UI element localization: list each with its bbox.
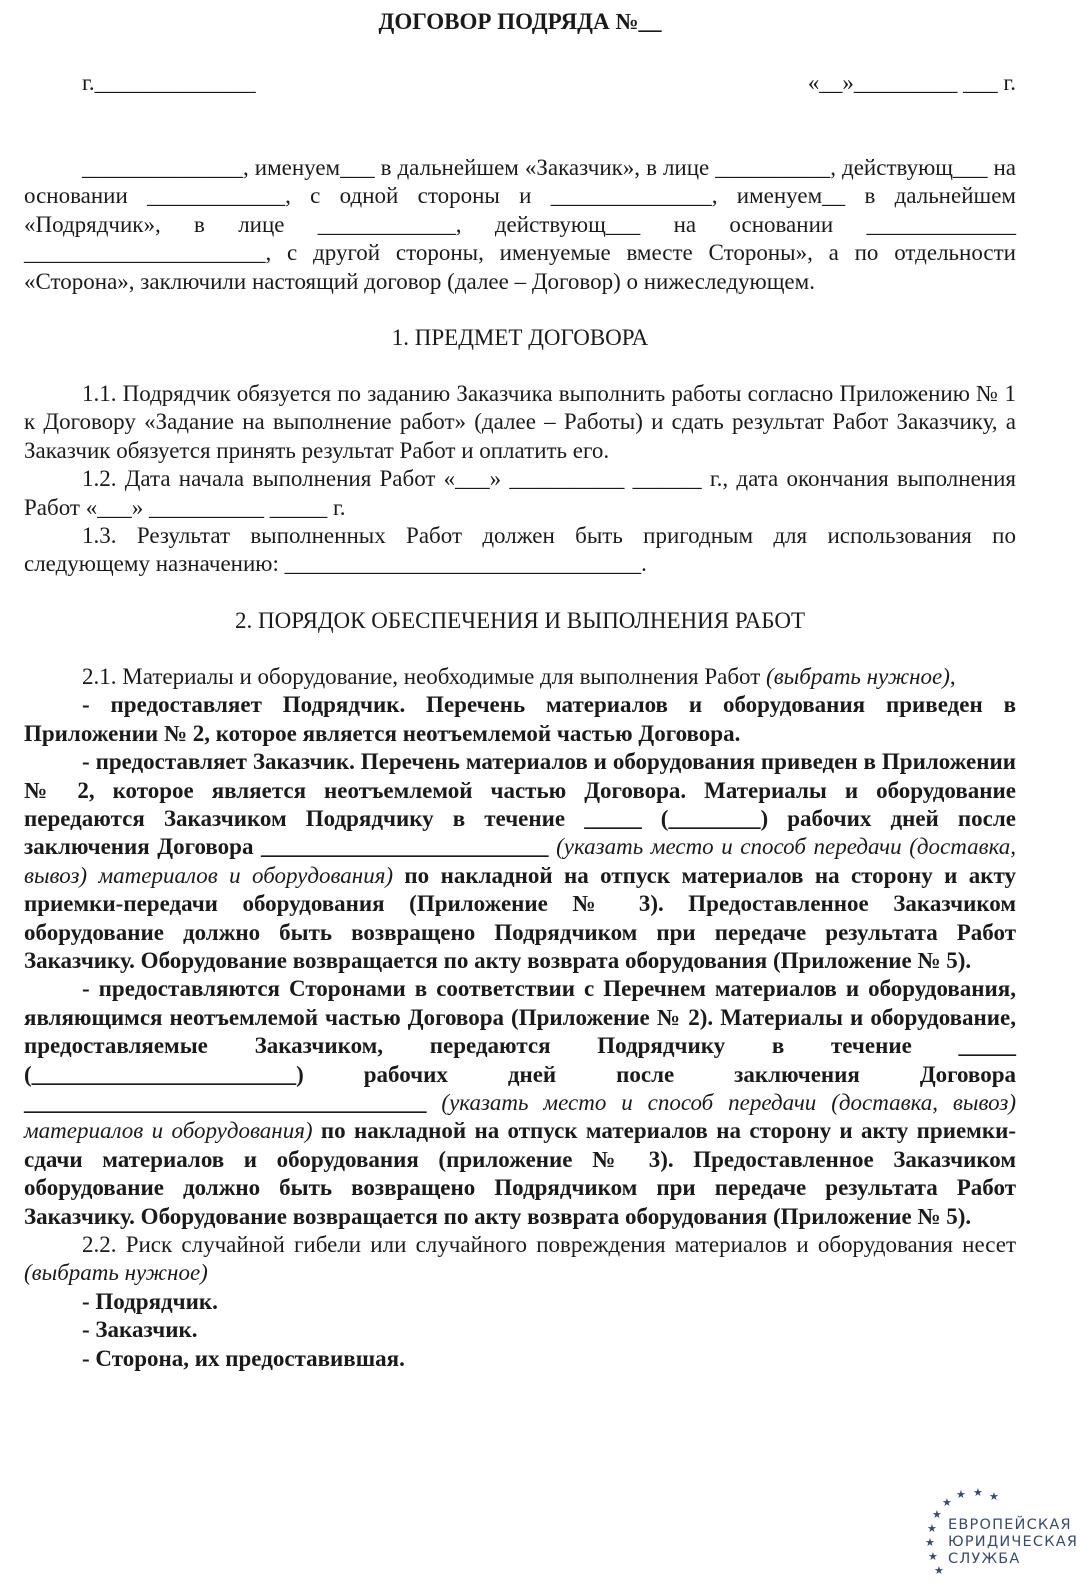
svg-text:★: ★	[925, 1536, 935, 1549]
clause-2-2	[24, 1231, 1016, 1288]
place-date-row	[24, 70, 1016, 100]
option-parties-text-a: - предоставляются Сторонами в соответствии с Перечнем материалов и оборудования, являющимся неотъемлемой частью Договора (Приложение № 2). Материалы и оборудование, предоставляемые Заказчиком, передаются Подрядчику в течение _____ (_______________________) рабочих дней после заключения Договора ___________________________________	[24, 976, 1016, 1115]
place-field: г.______________	[82, 70, 256, 95]
clause-2-1-note: (выбрать нужное)	[766, 663, 950, 689]
option-parties	[24, 975, 1016, 1231]
document-title: ДОГОВОР ПОДРЯДА №__	[378, 9, 662, 34]
risk-option-provider: - Сторона, их предоставившая.	[82, 1345, 405, 1371]
option-customer-text-b: по накладной на отпуск материалов на сторону и акту приемки-передачи оборудования (Приложение № 3). Предоставленное Заказчиком оборудование должно быть возвращено Подрядчиком при передаче результата Работ Заказчику. Оборудование возвращается по акту возврата оборудования (Приложение № 5).	[24, 862, 1016, 973]
option-customer-note: (указать место и способ передачи (доставка, вывоз) материалов и оборудования)	[24, 834, 1017, 888]
svg-text:★: ★	[942, 1496, 952, 1509]
clause-1-3: 1.3. Результат выполненных Работ должен быть пригодным для использования по следующему назначению: _______________________________.	[24, 523, 1016, 577]
svg-text:★: ★	[928, 1550, 938, 1563]
logo-line-3: СЛУЖБА	[948, 1551, 1021, 1567]
svg-text:★: ★	[989, 1490, 999, 1503]
logo-text	[948, 1517, 1078, 1568]
contract-page	[24, 8, 1016, 1373]
svg-text:★: ★	[934, 1564, 944, 1577]
risk-option-contractor: - Подрядчик.	[82, 1288, 218, 1314]
clause-1-2: 1.2. Дата начала выполнения Работ «___» __________ ______ г., дата окончания выполнения Работ «___» __________ _____ г.	[24, 466, 1016, 520]
logo-line-2: ЮРИДИЧЕСКАЯ	[948, 1534, 1079, 1550]
logo-line-1: ЕВРОПЕЙСКАЯ	[948, 1517, 1072, 1533]
company-logo	[918, 1484, 1088, 1584]
clause-2-2-note: (выбрать нужное)	[24, 1260, 208, 1286]
option-customer-text-a: - предоставляет Заказчик. Перечень материалов и оборудования приведен в Приложении № 2, которое является неотъемлемой частью Договора. Материалы и оборудование передаются Заказчиком Подрядчику в течение _____ (________) рабочих дней после заключения Договора _________________________	[24, 749, 1016, 860]
clause-2-1-end: ,	[949, 663, 956, 689]
option-parties-note: (указать место и способ передачи (доставка, вывоз) материалов и оборудования)	[24, 1089, 1016, 1144]
option-customer	[24, 748, 1016, 975]
svg-text:★: ★	[932, 1508, 942, 1521]
option-contractor: - предоставляет Подрядчик. Перечень материалов и оборудования приведен в Приложении № 2, которое является неотъемлемой частью Договора.	[24, 692, 1016, 746]
svg-text:★: ★	[956, 1488, 966, 1501]
svg-text:★: ★	[973, 1486, 983, 1499]
preamble-paragraph: ______________, именуем___ в дальнейшем «Заказчик», в лице __________, действующ___ на основании ____________, с одной стороны и ______________, именуем__ в дальнейшем «Подрядчик», в лице ____________, действующ___ на основании _____________ _____________________, с другой стороны, именуемые вместе Стороны», а по отдельности «Сторона», заключили настоящий договор (далее – Договор) о нижеследующем.	[24, 155, 1016, 294]
section-1-title: 1. ПРЕДМЕТ ДОГОВОРА	[391, 325, 649, 351]
section-2-title: 2. ПОРЯДОК ОБЕСПЕЧЕНИЯ И ВЫПОЛНЕНИЯ РАБОТ	[234, 607, 806, 633]
option-parties-text-b: по накладной на отпуск материалов на сторону и акту приемки-сдачи материалов и оборудования (приложение № 3). Предоставленное Заказчиком оборудование должно быть возвращено Подрядчиком при передаче результата Работ Заказчику. Оборудование возвращается по акту возврата оборудования (Приложение № 5).	[24, 1118, 1016, 1229]
clause-2-2-text: 2.2. Риск случайной гибели или случайного повреждения материалов и оборудования несет	[82, 1232, 1016, 1257]
risk-option-customer: - Заказчик.	[82, 1317, 198, 1343]
date-field: «__»_________ ___ г.	[807, 70, 1016, 95]
clause-2-1-text: 2.1. Материалы и оборудование, необходимые для выполнения Работ	[82, 663, 767, 689]
svg-text:★: ★	[927, 1522, 937, 1535]
clause-2-1	[24, 663, 1016, 691]
clause-1-1: 1.1. Подрядчик обязуется по заданию Заказчика выполнить работы согласно Приложению № 1 к Договору «Задание на выполнение работ» (далее – Работы) и сдать результат Работ Заказчику, а Заказчик обязуется принять результат Работ и оплатить его.	[24, 381, 1016, 463]
